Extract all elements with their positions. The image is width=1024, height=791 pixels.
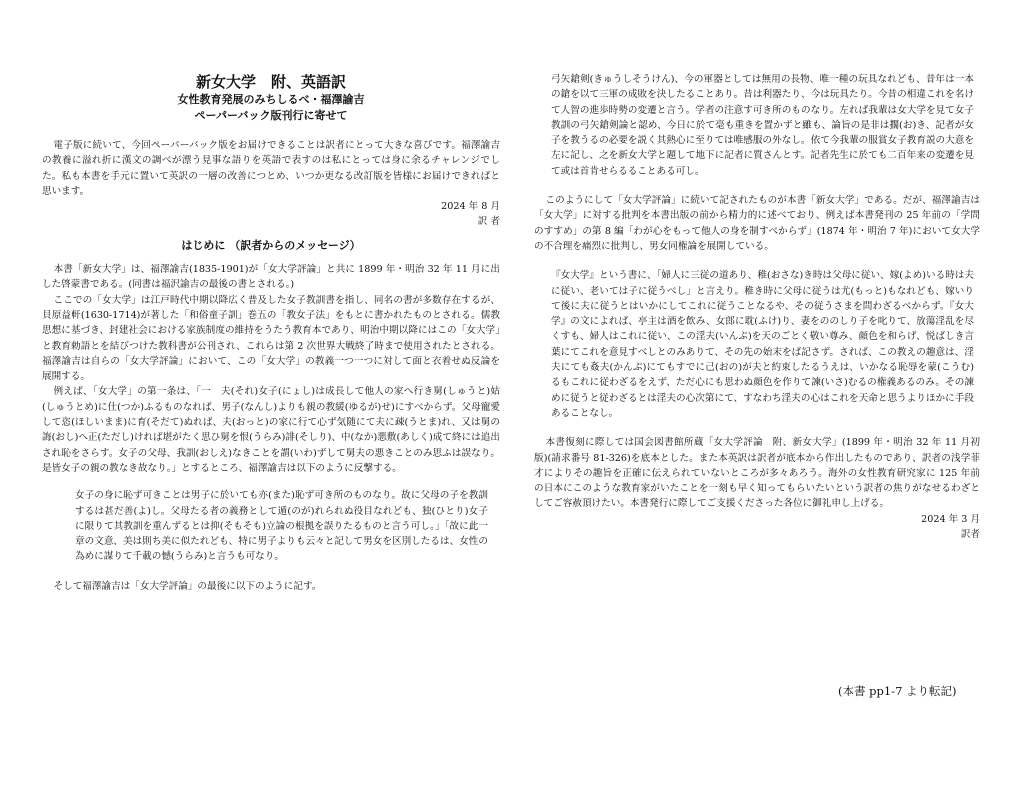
source-note: (本書 pp1-7 より転記) <box>838 684 957 698</box>
intro-date: 2024 年 8 月 <box>441 201 500 213</box>
section-subtitle: ペーパーバック版刊行に寄せて <box>194 109 348 122</box>
book-title: 新女大学 附、英語訳 <box>195 73 346 91</box>
closing-signature: 訳者 <box>960 529 980 541</box>
intro-signature: 訳 者 <box>477 216 500 228</box>
book-subtitle: 女性教育発展のみちしるべ・福澤諭吉 <box>177 93 365 106</box>
right-column <box>534 72 980 542</box>
section-heading: はじめに （訳者からのメッセージ） <box>181 238 361 252</box>
paperback-intro: 電子版に続いて、今回ペーパーバック版をお届けできることは訳者にとって大きな喜びです。福澤諭吉の教養に溢れ折に漢文の調べが漂う見事な語りを英語で表すのは私にとっては身に余るチャレンジでした。私も本書を手元に置いて英訳の一層の改善につとめ、いつか更なる改訂版を皆様にお届けできればと思います。 <box>42 140 500 197</box>
paragraph-2: ここでの「女大学」は江戸時代中期以降広く普及した女子教訓書を指し、同名の書が多数存在するが、貝原益軒(1630-1714)が著した「和俗童子訓」巻五の「教女子法」をもとに書かれたものとされる。儒教思想に基づき、封建社会における家族制度の維持をうたう教育本であり、明治中期以降にはこの「女大学」と教育勅語とを結びつけた教科書が公刊され、これらは第 2 次世界大戦終了時まで使用されたとされる。福澤諭吉は自らの「女大学評論」において、この「女大学」の教義一つ一つに対して面と衣着せぬ反論を展開する。 <box>42 294 500 383</box>
closing-line: そして福澤諭吉は「女大学評論」の最後に以下のように記す。 <box>53 580 322 592</box>
paragraph-3: 例えば、「女大学」の第一条は、「一 夫(それ)女子(にょし)は成長して他人の家へ行き舅(しゅうと)姑(しゅうとめ)に仕(つか)ふるものなれば、男子(なんし)よりも親の教緩(ゆるが)せ)にすべからず。父母寵愛して恣(ほしいまま)に育(そだて)ぬれば、夫(おっと)の家に行て心ず気随にて夫に疎(うとま)れ、又は舅の誨(おし)へ正(ただし)ければ堪がたく思ひ舅を恨(うらみ)誹(そしり)、中(なか)悪敷(あしく)成て終には追出され恥をさらす。女子の父母、我訓(おしえ)なきことを謂(いわ)ずして舅夫の悪きことのみ思ふは誤なり。是皆女子の親の教なき故なり。」とするところ、福澤諭吉は以下のように反撃する。 <box>42 386 500 474</box>
block-quote: 女子の身に恥ず可きことは男子に於いても亦(また)恥ず可き所のものなり。故に父母の子を教訓するは甚だ善(よ)し。父母たる者の義務として遁(のが)れられぬ役目なれども、独(ひとり)女子に限りて其教訓を重んずるとは抑(そもそも)立論の根拠を誤りたるものと言う可し。」「故に此一章の文意、美は則ち美に似たれども、特に男子よりも云々と記して男女を区別したるは、女性の為めに謀りて千載の憾(うらみ)と言うも可なり。 <box>75 490 488 563</box>
paragraph-4: このようにして「女大学評論」に続いて記されたものが本書「新女大学」である。だが、福澤諭吉は「女大学」に対する批判を本書出版の前から精力的に述べており、例えば本書発刊の 25 年前の「学問のすすめ」の第 8 編「わが心をもって他人の身を制すべからず」(1874 年・明治 7 年)において女大学の不合理を痛烈に批判し、男女同権論を展開している。 <box>534 195 980 252</box>
block-quote-2: 『女大学』という書に、「婦人に三従の道あり、稚(おさな)き時は父母に従い、嫁(よめ)いる時は夫に従い、老いては子に従うべし」と言えり。稚き時に父母に従うは尤(もっと)もなれども、嫁いりて後に夫に従うとはいかにしてこれに従うことなるや、その従うさまを問わざるべからず。『女大学』の文によれば、亭主は酒を飲み、女郎に耽(ふけ)り、妻をののしり子を叱りて、放蕩淫乱を尽くすも、婦人はこれに従い、この淫夫(いんぷ)を天のごとく敬い尊み、顔色を和らげ、悦ばしき言葉にてこれを意見すべしとのみありて、その先の始末をば記さず。されば、この教えの趣意は、淫夫にても姦夫(かんぷ)にてもすでに己(おの)が夫と約束したるうえは、いかなる恥辱を蒙(こうむ)るもこれに従わざるをえず、ただ心にも思わぬ顔色を作りて諫(いさ)むるの権義あるのみ。その諫めに従うと従わざるとは淫夫の心次第にて、すなわち淫夫の心はこれを天命と思うよりほかに手段あることなし。 <box>551 270 974 419</box>
block-quote-1: 弓矢鎗剣(きゅうしそうけん)、今の軍器としては無用の長物、唯一種の玩具なれども、昔年は一本の鎗を以て三軍の成敗を決したることあり。昔は利器たり、今は玩具たり。今昔の相違これを名けて人智の進歩時勢の変遷と言う。学者の注意す可き所のものなり。左れば我輩は女大学を見て女子教訓の弓矢鎗剣論と認め、今日に於て毫も重きを置かずと雖も、論旨の是非は擱(お)き、記者が女子を教うるの必要を説く其熱心に至りては唯感服の外なし。依て今我輩の服賞女子教育説の大意を左に記し、之を新女大学と題して地下に記者に質さんとす。記者先生に於ても二百年来の変遷を見て或は首肯せらるることある可し。 <box>551 74 974 177</box>
left-column <box>42 72 500 594</box>
paragraph-5: 本書復刻に際しては国会図書館所蔵「女大学評論 附、新女大学」(1899 年・明治 32 年 11 月初版)(請求番号 81-326)を底本とした。また本英訳は訳者が底本から作出したものであり、訳者の浅学菲才によりその趣旨を正確に伝えられていないところが多々あろう。海外の女性教育研究家に 125 年前の日本にこのような教育家がいたことを一刻も早く知ってもらいたいという訳者の焦りがなせるわざとしてご容赦頂けたい。本書発行に際してご支援くださった各位に御礼申し上げる。 <box>534 437 980 510</box>
paragraph-1: 本書「新女大学」は、福澤諭吉(1835-1901)が「女大学評論」と共に 1899 年・明治 32 年 11 月に出した啓蒙書である。(同書は福沢諭吉の最後の書とされる。) <box>42 264 500 291</box>
closing-date: 2024 年 3 月 <box>921 513 980 525</box>
